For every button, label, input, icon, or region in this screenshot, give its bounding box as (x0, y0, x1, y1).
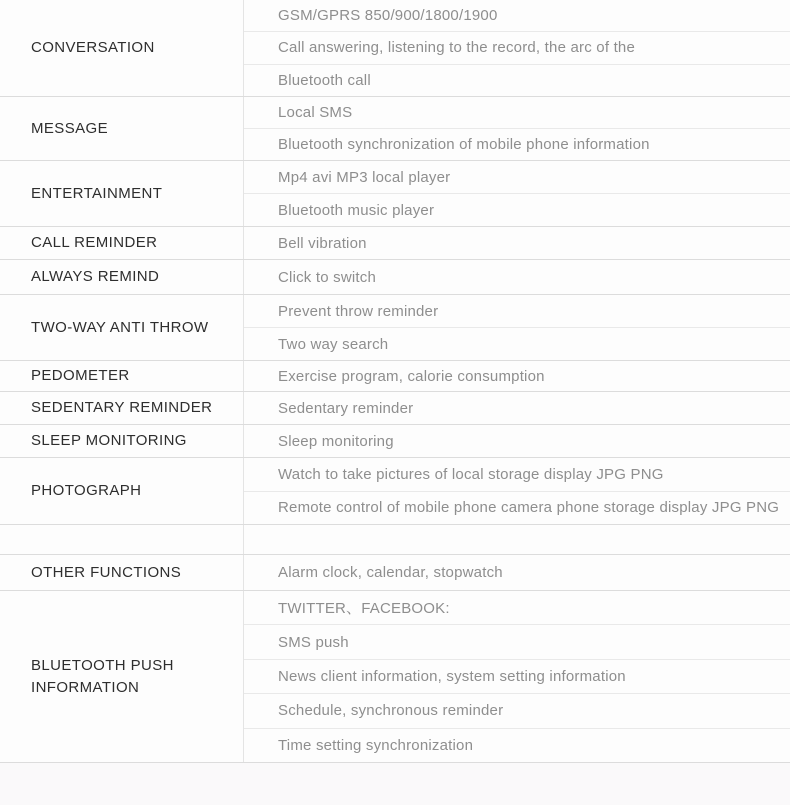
spec-group-message (0, 97, 790, 161)
feature-text: Watch to take pictures of local storage display JPG PNG (278, 465, 664, 483)
spec-group-entertainment (0, 161, 790, 227)
category-label: CALL REMINDER (31, 234, 158, 251)
category-cell (0, 361, 244, 391)
feature-cell (244, 660, 790, 694)
feature-text: News client information, system setting information (278, 668, 626, 686)
spec-group-call-reminder (0, 227, 790, 260)
feature-text: Schedule, synchronous reminder (278, 702, 504, 720)
feature-cell (244, 260, 790, 294)
category-label: TWO-WAY ANTI THROW (31, 318, 209, 336)
feature-cells (244, 161, 790, 226)
category-cell (0, 525, 244, 554)
category-label: SLEEP MONITORING (31, 432, 187, 449)
feature-text: Exercise program, calorie consumption (278, 367, 545, 385)
feature-cells (244, 295, 790, 360)
feature-cell (244, 729, 790, 762)
feature-cell (244, 295, 790, 328)
feature-text: Bluetooth music player (278, 201, 435, 219)
feature-text: Sleep monitoring (278, 432, 394, 450)
bottom-whitespace (0, 763, 790, 805)
feature-cell (244, 361, 790, 391)
feature-cells (244, 97, 790, 160)
feature-cell (244, 591, 790, 625)
feature-cell (244, 458, 790, 492)
feature-cell (244, 129, 790, 160)
feature-cells (244, 227, 790, 259)
feature-cell (244, 97, 790, 129)
feature-cell (244, 32, 790, 64)
feature-text: Bluetooth synchronization of mobile phone information (278, 136, 650, 153)
category-cell (0, 260, 244, 294)
category-label: CONVERSATION (31, 39, 155, 56)
feature-text: Two way search (278, 335, 389, 353)
feature-text: TWITTER、FACEBOOK: (278, 600, 450, 618)
feature-cells (244, 555, 790, 590)
feature-cell (244, 492, 790, 525)
spec-group-bluetooth-push-information (0, 591, 790, 763)
category-cell (0, 555, 244, 590)
feature-cells (244, 525, 790, 554)
category-label: PEDOMETER (31, 367, 130, 384)
category-label: ALWAYS REMIND (31, 268, 160, 285)
feature-text: Time setting synchronization (278, 736, 474, 754)
spec-group-conversation (0, 0, 790, 97)
feature-cell (244, 425, 790, 457)
category-label: ENTERTAINMENT (31, 184, 163, 202)
feature-text: Sedentary reminder (278, 399, 414, 417)
feature-cells (244, 0, 790, 96)
feature-text: Remote control of mobile phone camera phone storage display JPG PNG (278, 499, 780, 517)
category-label: SEDENTARY REMINDER (31, 399, 213, 416)
spec-group-photograph (0, 458, 790, 525)
feature-text: Alarm clock, calendar, stopwatch (278, 564, 503, 581)
feature-cell (244, 555, 790, 590)
feature-cells (244, 260, 790, 294)
feature-cell (244, 328, 790, 360)
feature-text: SMS push (278, 633, 349, 651)
feature-cells (244, 425, 790, 457)
category-label: BLUETOOTH PUSH INFORMATION (31, 656, 174, 696)
feature-cell (244, 392, 790, 424)
feature-cells (244, 392, 790, 424)
spec-group-other-functions (0, 555, 790, 591)
category-label: MESSAGE (31, 119, 108, 137)
spec-group-sleep-monitoring (0, 425, 790, 458)
feature-text: Mp4 avi MP3 local player (278, 168, 451, 186)
category-cell (0, 392, 244, 424)
feature-cell (244, 227, 790, 259)
feature-text: Prevent throw reminder (278, 302, 439, 320)
feature-cell (244, 694, 790, 728)
category-cell (0, 295, 244, 360)
feature-cell (244, 161, 790, 194)
category-cell (0, 0, 244, 96)
feature-text: GSM/GPRS 850/900/1800/1900 (278, 7, 498, 25)
category-cell (0, 458, 244, 524)
feature-cells (244, 591, 790, 762)
feature-text: Local SMS (278, 104, 353, 121)
category-cell (0, 97, 244, 160)
feature-cell (244, 0, 790, 32)
category-label: PHOTOGRAPH (31, 482, 142, 499)
feature-cells (244, 458, 790, 524)
feature-cell (244, 65, 790, 96)
feature-text: Bell vibration (278, 234, 367, 252)
category-cell (0, 227, 244, 259)
feature-cell (244, 194, 790, 226)
feature-text: Bluetooth call (278, 71, 371, 89)
category-cell (0, 161, 244, 226)
spec-group-pedometer (0, 361, 790, 392)
spec-group-sedentary-reminder (0, 392, 790, 425)
feature-cell (244, 625, 790, 659)
spec-group-empty-spacer (0, 525, 790, 555)
feature-text: Call answering, listening to the record, the arc of the (278, 39, 636, 57)
feature-text: Click to switch (278, 268, 377, 286)
category-cell (0, 591, 244, 762)
category-label: OTHER FUNCTIONS (31, 563, 182, 581)
feature-cell (244, 525, 790, 554)
category-cell (0, 425, 244, 457)
spec-group-two-way-anti-throw (0, 295, 790, 361)
spec-group-always-remind (0, 260, 790, 295)
feature-cells (244, 361, 790, 391)
